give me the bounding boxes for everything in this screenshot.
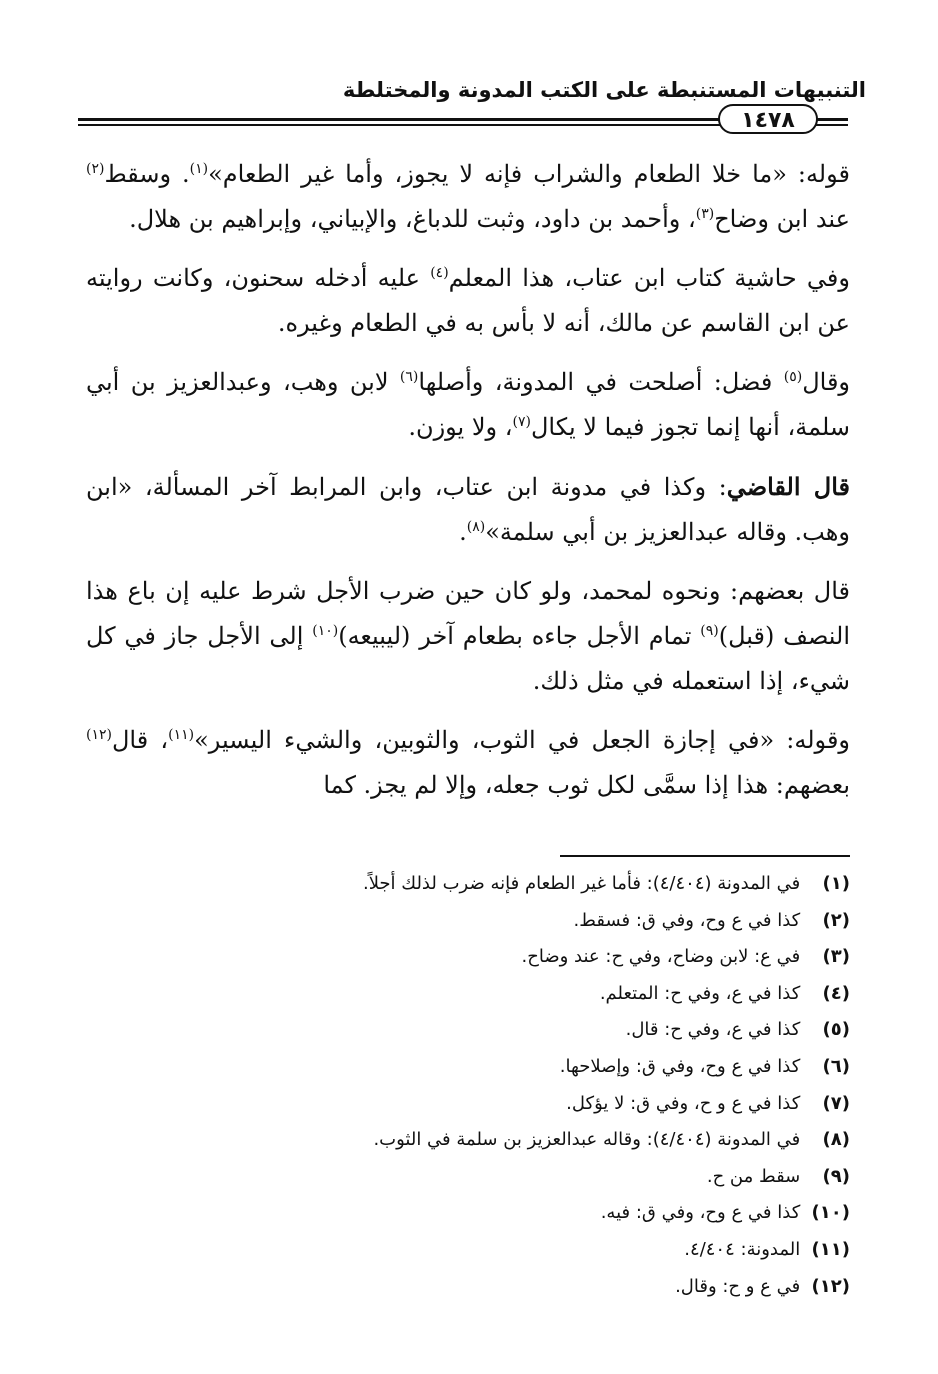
paragraph-6 bbox=[86, 718, 850, 808]
footnote-number: (٦) bbox=[822, 1055, 850, 1077]
header-rule-thick bbox=[78, 118, 723, 121]
footnote-number: (١٠) bbox=[811, 1202, 850, 1224]
footnote-ref[interactable]: (٢) bbox=[86, 161, 105, 177]
footnote-item bbox=[150, 1122, 850, 1159]
footnote-text: في المدونة (٤/٤٠٤): فأما غير الطعام فإنه ضرب لذلك أجلاً. bbox=[362, 873, 801, 894]
footnote-item bbox=[150, 1012, 850, 1049]
footnote-text: في ع: لابن وضاح، وفي ح: عند وضاح. bbox=[521, 946, 801, 968]
footnote-ref[interactable]: (١١) bbox=[168, 727, 195, 743]
header-rule-thick-right bbox=[814, 118, 848, 121]
footnote-number: (٧) bbox=[822, 1092, 850, 1114]
text-span: ، قال bbox=[111, 726, 169, 754]
paragraph-5 bbox=[86, 569, 850, 704]
footnote-ref[interactable]: (٤) bbox=[430, 265, 449, 281]
footnote-ref[interactable]: (٣) bbox=[695, 206, 715, 222]
footnote-item bbox=[150, 903, 850, 940]
text-span: ، وأحمد بن داود، وثبت للدباغ، والإبياني، وإبراهيم بن هلال. bbox=[129, 205, 696, 233]
text-span: . وسقط bbox=[104, 160, 190, 188]
footnote-item bbox=[150, 1195, 850, 1232]
paragraph-3 bbox=[86, 360, 850, 450]
footnote-text: في ع و ح: وقال. bbox=[675, 1275, 801, 1297]
footnote-item bbox=[150, 1049, 850, 1086]
footnote-number: (٣) bbox=[822, 946, 850, 968]
footnote-separator bbox=[560, 855, 850, 857]
text-span: فضل: أصلحت في المدونة، وأصلها bbox=[418, 368, 784, 396]
running-header-title: التنبيهات المستنبطة على الكتب المدونة والمختلطة bbox=[342, 78, 866, 102]
footnote-item bbox=[150, 976, 850, 1013]
text-span: قال بعضهم: ونحوه لمحمد، ولو كان حين ضرب الأجل شرط عليه إن باع هذا النصف (قبل) bbox=[86, 577, 851, 650]
footnote-text: كذا في ع وح، وفي ق: فيه. bbox=[600, 1202, 801, 1224]
footnote-item bbox=[150, 1086, 850, 1123]
footnote-item bbox=[150, 1159, 850, 1196]
text-span: . bbox=[459, 518, 467, 546]
footnote-ref[interactable]: (٩) bbox=[700, 623, 719, 639]
footnote-item bbox=[150, 939, 850, 976]
footnote-ref[interactable]: (١٢) bbox=[86, 727, 112, 743]
footnote-item bbox=[150, 1232, 850, 1269]
header-rule-thin bbox=[78, 124, 723, 126]
text-span: قوله: «ما خلا الطعام والشراب فإنه لا يجوز، وأما غير الطعام» bbox=[208, 160, 850, 188]
footnote-number: (٤) bbox=[822, 982, 850, 1004]
footnote-text: كذا في ع و ح، وفي ق: لا يؤكل. bbox=[566, 1092, 801, 1114]
footnote-ref[interactable]: (٥) bbox=[783, 369, 803, 385]
text-span: تمام الأجل جاءه بطعام آخر (ليبيعه) bbox=[338, 622, 701, 650]
footnote-number: (٢) bbox=[822, 909, 850, 931]
footnote-text: كذا في ع، وفي ح: قال. bbox=[625, 1019, 801, 1041]
text-span: وقال bbox=[802, 368, 850, 396]
footnote-text: كذا في ع وح، وفي ق: وإصلاحها. bbox=[559, 1055, 801, 1077]
header-rule-thin-right bbox=[814, 124, 848, 126]
paragraph-1 bbox=[86, 152, 850, 242]
footnote-text: كذا في ع وح، وفي ق: فسقط. bbox=[573, 909, 801, 931]
footnote-text: كذا في ع، وفي ح: المتعلم. bbox=[599, 982, 801, 1004]
text-span: بعضهم: هذا إذا سمَّى لكل ثوب جعله، وإلا لم يجز. كما bbox=[323, 771, 850, 799]
text-span: عليه أدخله سحنون، وكانت روايته عن ابن القاسم عن مالك، أنه لا بأس به في الطعام وغيره. bbox=[86, 264, 850, 337]
page-number-badge: ١٤٧٨ bbox=[718, 104, 818, 134]
footnote-number: (١١) bbox=[811, 1238, 850, 1260]
footnote-item bbox=[150, 1269, 850, 1306]
text-span: وفي حاشية كتاب ابن عتاب، هذا المعلم bbox=[448, 264, 850, 292]
text-span: عند ابن وضاح bbox=[714, 205, 850, 233]
speaker-label: قال القاضي bbox=[726, 472, 850, 501]
text-span: لابن وهب، وعبدالعزيز بن أبي سلمة، أنها إنما تجوز فيما لا يكال bbox=[86, 368, 850, 441]
footnote-number: (١٢) bbox=[811, 1275, 850, 1297]
main-text bbox=[86, 152, 850, 822]
footnote-ref[interactable]: (٧) bbox=[512, 414, 531, 430]
footnote-number: (١) bbox=[822, 873, 850, 894]
footnote-text: في المدونة (٤/٤٠٤): وقاله عبدالعزيز بن سلمة في الثوب. bbox=[373, 1129, 801, 1151]
footnote-number: (٥) bbox=[822, 1019, 850, 1041]
footnote-number: (٨) bbox=[822, 1129, 850, 1151]
footnote-number: (٩) bbox=[822, 1165, 850, 1187]
footnote-ref[interactable]: (٦) bbox=[399, 369, 419, 385]
footnote-ref[interactable]: (١٠) bbox=[312, 623, 339, 639]
text-span: ، ولا يوزن. bbox=[408, 413, 513, 441]
footnote-text: المدونة: ٤/٤٠٤. bbox=[684, 1238, 801, 1260]
paragraph-2 bbox=[86, 256, 850, 346]
text-span: وقوله: «في إجازة الجعل في الثوب، والثوبين، والشيء اليسير» bbox=[194, 726, 850, 754]
text-span: : وكذا في مدونة ابن عتاب، وابن المرابط آخر المسألة، «ابن وهب. وقاله عبدالعزيز بن أبي سلمة» bbox=[86, 473, 850, 546]
footnote-text: سقط من ح. bbox=[706, 1165, 801, 1187]
footnote-ref[interactable]: (١) bbox=[189, 161, 209, 177]
footnote-item bbox=[150, 866, 850, 903]
paragraph-4 bbox=[86, 464, 850, 555]
footnote-ref[interactable]: (٨) bbox=[466, 519, 486, 535]
footnotes bbox=[150, 866, 850, 1305]
text-span: إلى الأجل جاز في كل شيء، إذا استعمله في مثل ذلك. bbox=[86, 622, 850, 695]
